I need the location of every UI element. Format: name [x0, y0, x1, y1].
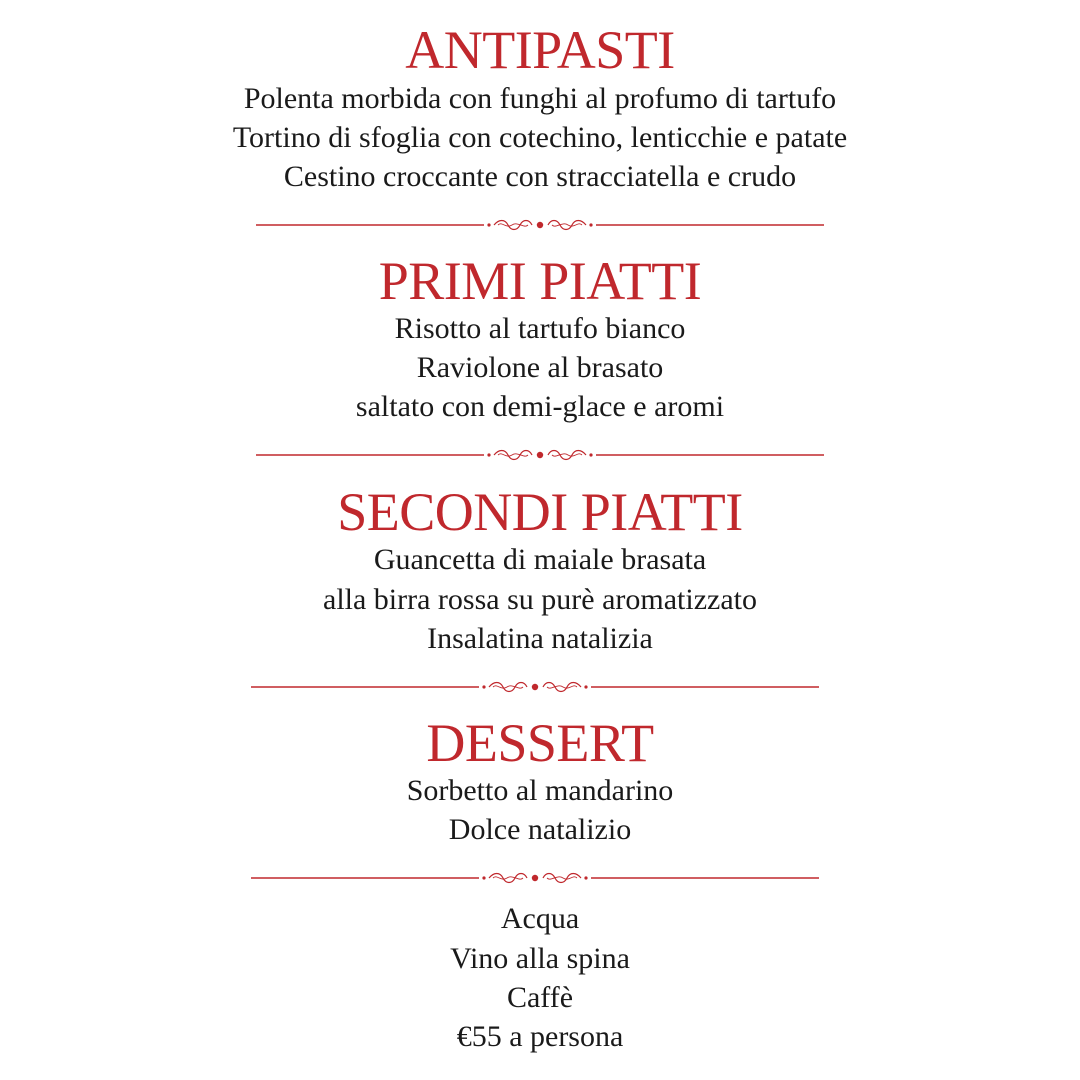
menu-item: Tortino di sfoglia con cotechino, lenticchie e patate — [232, 121, 848, 154]
divider-flourish-right-inner — [547, 877, 577, 879]
divider-flourish-right — [548, 221, 586, 230]
divider-center-dot — [532, 875, 538, 881]
divider-dot — [584, 685, 587, 688]
divider-flourish-left — [494, 451, 532, 460]
divider-flourish-left-inner — [493, 686, 523, 688]
menu-item: saltato con demi-glace e aromi — [355, 390, 725, 423]
divider-dot — [487, 223, 490, 226]
section-heading-secondi-piatti: SECONDI PIATTI — [337, 482, 743, 542]
divider-center-dot — [537, 222, 543, 228]
divider-center-dot — [537, 452, 543, 458]
divider-flourish-left-inner — [498, 224, 528, 226]
menu-item: Raviolone al brasato — [416, 351, 664, 384]
flourish-divider-icon — [251, 871, 819, 885]
divider-flourish-left-inner — [498, 454, 528, 456]
divider-dot — [589, 453, 592, 456]
divider-flourish-left — [489, 683, 527, 692]
price-per-person: €55 a persona — [456, 1020, 624, 1053]
divider-flourish-right — [548, 451, 586, 460]
extra-item-wine: Vino alla spina — [450, 942, 630, 975]
section-heading-dessert: DESSERT — [426, 713, 654, 773]
menu-item: Sorbetto al mandarino — [406, 774, 674, 807]
extra-item-water: Acqua — [500, 902, 580, 935]
menu-item: Insalatina natalizia — [427, 622, 653, 655]
divider-dot — [589, 223, 592, 226]
menu-item: Polenta morbida con funghi al profumo di tartufo — [243, 82, 837, 115]
divider-flourish-left-inner — [493, 877, 523, 879]
flourish-divider-icon — [256, 448, 824, 462]
section-heading-antipasti: ANTIPASTI — [405, 20, 675, 80]
menu-item: Guancetta di maiale brasata — [373, 543, 707, 576]
divider-flourish-right-inner — [547, 686, 577, 688]
divider-flourish-left — [494, 221, 532, 230]
divider-flourish-right-inner — [552, 454, 582, 456]
divider-dot — [584, 876, 587, 879]
divider-flourish-left — [489, 874, 527, 883]
menu-item: alla birra rossa su purè aromatizzato — [323, 583, 757, 616]
flourish-divider-icon — [251, 680, 819, 694]
divider-dot — [482, 876, 485, 879]
divider-dot — [487, 453, 490, 456]
flourish-divider-icon — [256, 218, 824, 232]
divider-flourish-right — [543, 683, 581, 692]
extra-item-coffee: Caffè — [506, 981, 574, 1014]
menu-item: Cestino croccante con stracciatella e crudo — [283, 160, 797, 193]
divider-center-dot — [532, 684, 538, 690]
divider-dot — [482, 685, 485, 688]
section-heading-primi-piatti: PRIMI PIATTI — [378, 251, 702, 311]
divider-flourish-right-inner — [552, 224, 582, 226]
menu-item: Risotto al tartufo bianco — [394, 312, 686, 345]
divider-flourish-right — [543, 874, 581, 883]
menu-item: Dolce natalizio — [448, 813, 632, 846]
